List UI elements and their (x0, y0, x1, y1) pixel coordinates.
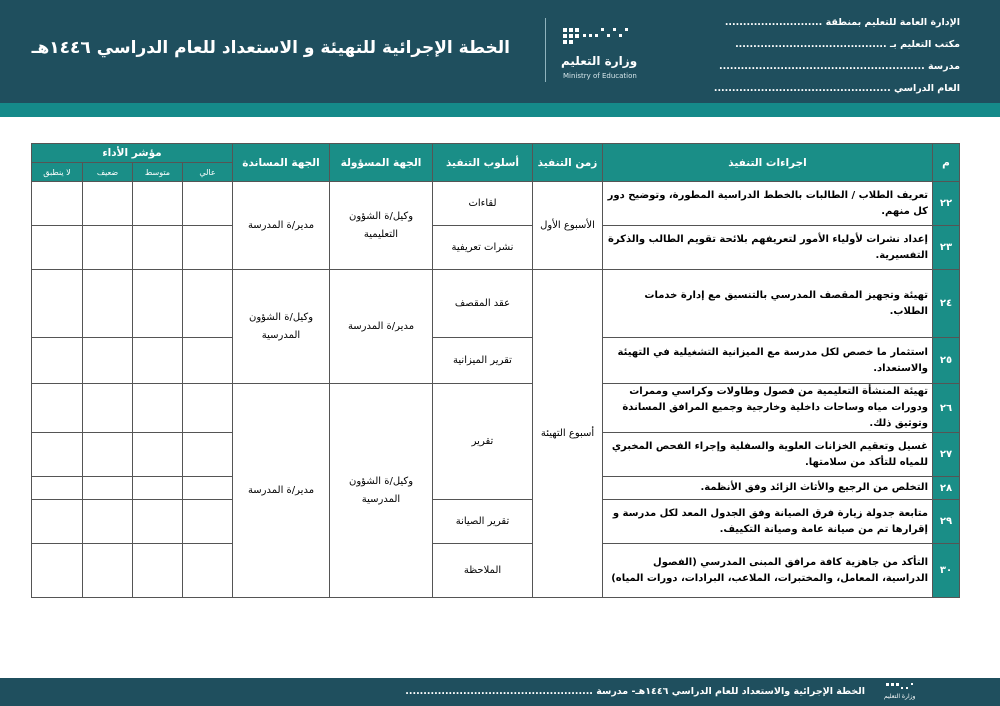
level-na: لا ينطبق (32, 163, 83, 182)
header-stripe (0, 103, 1000, 117)
time-cell: أسبوع التهيئة (533, 270, 603, 598)
indicator-cell[interactable] (83, 477, 133, 500)
procedures-table (31, 143, 960, 598)
office-field: مكتب التعليم بـ .......................................... (735, 39, 960, 50)
row-number: ٢٤ (933, 270, 960, 338)
col-header-indicator: مؤشر الأداء (32, 144, 233, 163)
footer-text: الخطة الإجرائية والاستعداد للعام الدراسي ١٤٤٦هـ- مدرسة .................................................... (405, 686, 865, 697)
method-cell: عقد المقصف (433, 270, 533, 338)
level-high: عالي (183, 163, 233, 182)
indicator-cell[interactable] (133, 500, 183, 544)
indicator-cell[interactable] (83, 182, 133, 226)
col-header-method: أسلوب التنفيذ (433, 144, 533, 182)
method-cell: نشرات تعريفية (433, 226, 533, 270)
indicator-cell[interactable] (83, 338, 133, 384)
indicator-cell[interactable] (183, 338, 233, 384)
row-number: ٢٨ (933, 477, 960, 500)
procedure-text: التخلص من الرجيع والأثاث الزائد وفق الأنظمة. (603, 477, 933, 500)
method-cell: لقاءات (433, 182, 533, 226)
indicator-cell[interactable] (133, 477, 183, 500)
support-cell: مدير/ة المدرسة (233, 182, 330, 270)
procedure-text: إعداد نشرات لأولياء الأمور لتعريفهم بلائحة تقويم الطالب والذكرة التفسيرية. (603, 226, 933, 270)
indicator-cell[interactable] (32, 338, 83, 384)
indicator-cell[interactable] (32, 270, 83, 338)
row-number: ٢٦ (933, 384, 960, 433)
indicator-cell[interactable] (133, 270, 183, 338)
page-header (0, 0, 1000, 103)
indicator-cell[interactable] (183, 433, 233, 477)
indicator-cell[interactable] (83, 500, 133, 544)
procedure-text: تهيئة المنشأة التعليمية من فصول وطاولات وكراسي وممرات ودورات مياه وساحات داخلية وخارجية وجميع المرافق المساندة وتوثيق ذلك. (603, 384, 933, 433)
logo-english: Ministry of Education (563, 72, 637, 80)
row-number: ٢٢ (933, 182, 960, 226)
procedure-text: التأكد من جاهزية كافة مرافق المبنى المدرسي (الفصول الدراسية، المعامل، والمختبرات، الملاعب، البرادات، دورات المياه) (603, 544, 933, 598)
indicator-cell[interactable] (183, 477, 233, 500)
indicator-cell[interactable] (83, 270, 133, 338)
indicator-cell[interactable] (133, 433, 183, 477)
indicator-cell[interactable] (133, 182, 183, 226)
indicator-cell[interactable] (32, 182, 83, 226)
indicator-cell[interactable] (32, 433, 83, 477)
indicator-cell[interactable] (133, 384, 183, 433)
level-weak: ضعيف (83, 163, 133, 182)
procedure-text: استثمار ما خصص لكل مدرسة مع الميزانية التشغيلية في التهيئة والاستعداد. (603, 338, 933, 384)
col-header-support: الجهة المساندة (233, 144, 330, 182)
indicator-cell[interactable] (183, 544, 233, 598)
indicator-cell[interactable] (83, 544, 133, 598)
method-cell: تقرير (433, 384, 533, 500)
logo-arabic: وزارة التعليم (561, 54, 638, 68)
row-number: ٢٥ (933, 338, 960, 384)
logo-dots-icon (563, 26, 633, 48)
footer-logo-icon (886, 682, 916, 692)
indicator-cell[interactable] (183, 182, 233, 226)
level-medium: متوسط (133, 163, 183, 182)
procedure-text: تعريف الطلاب / الطالبات بالخطط الدراسية المطورة، وتوضيح دور كل منهم. (603, 182, 933, 226)
method-cell: تقرير الصيانة (433, 500, 533, 544)
procedure-text: متابعة جدولة زيارة فرق الصيانة وفق الجدول المعد لكل مدرسة و إقرارها تم من صيانة عامة وصيانة التكييف. (603, 500, 933, 544)
school-info-fields (713, 12, 960, 100)
year-field: العام الدراسي ................................................. (713, 83, 960, 94)
row-number: ٢٧ (933, 433, 960, 477)
col-header-num: م (933, 144, 960, 182)
col-header-procedure: اجراءات التنفيذ (603, 144, 933, 182)
indicator-cell[interactable] (183, 270, 233, 338)
indicator-cell[interactable] (83, 433, 133, 477)
responsible-cell: وكيل/ة الشؤون التعليمية (330, 182, 433, 270)
indicator-cell[interactable] (183, 226, 233, 270)
footer-logo (878, 682, 928, 704)
indicator-cell[interactable] (133, 544, 183, 598)
admin-field: الإدارة العامة للتعليم بمنطقة ........................... (724, 17, 960, 28)
indicator-cell[interactable] (183, 384, 233, 433)
method-cell: تقرير الميزانية (433, 338, 533, 384)
indicator-cell[interactable] (32, 477, 83, 500)
col-header-responsible: الجهة المسؤولة (330, 144, 433, 182)
page-title: الخطة الإجرائية للتهيئة و الاستعداد للعام الدراسي ١٤٤٦هـ (31, 38, 510, 58)
indicator-cell[interactable] (133, 226, 183, 270)
indicator-cell[interactable] (83, 226, 133, 270)
indicator-cell[interactable] (32, 226, 83, 270)
procedure-text: تهيئة وتجهيز المقصف المدرسي بالتنسيق مع إدارة خدمات الطلاب. (603, 270, 933, 338)
procedure-text: غسيل وتعقيم الخزانات العلوية والسفلية وإجراء الفحص المخبري للمياه للتأكد من سلامتها. (603, 433, 933, 477)
indicator-cell[interactable] (183, 500, 233, 544)
indicator-cell[interactable] (32, 544, 83, 598)
school-field: مدرسة ......................................................... (719, 61, 960, 72)
responsible-cell: مدير/ة المدرسة (330, 270, 433, 384)
indicator-cell[interactable] (83, 384, 133, 433)
indicator-cell[interactable] (32, 384, 83, 433)
indicator-cell[interactable] (32, 500, 83, 544)
page-footer (0, 678, 1000, 706)
row-number: ٣٠ (933, 544, 960, 598)
ministry-logo (545, 18, 655, 88)
support-cell: مدير/ة المدرسة (233, 384, 330, 598)
col-header-time: زمن التنفيذ (533, 144, 603, 182)
indicator-cell[interactable] (133, 338, 183, 384)
support-cell: وكيل/ة الشؤون المدرسية (233, 270, 330, 384)
row-number: ٢٩ (933, 500, 960, 544)
footer-logo-text: وزارة التعليم (884, 693, 916, 700)
time-cell: الأسبوع الأول (533, 182, 603, 270)
responsible-cell: وكيل/ة الشؤون المدرسية (330, 384, 433, 598)
method-cell: الملاحظة (433, 544, 533, 598)
row-number: ٢٣ (933, 226, 960, 270)
